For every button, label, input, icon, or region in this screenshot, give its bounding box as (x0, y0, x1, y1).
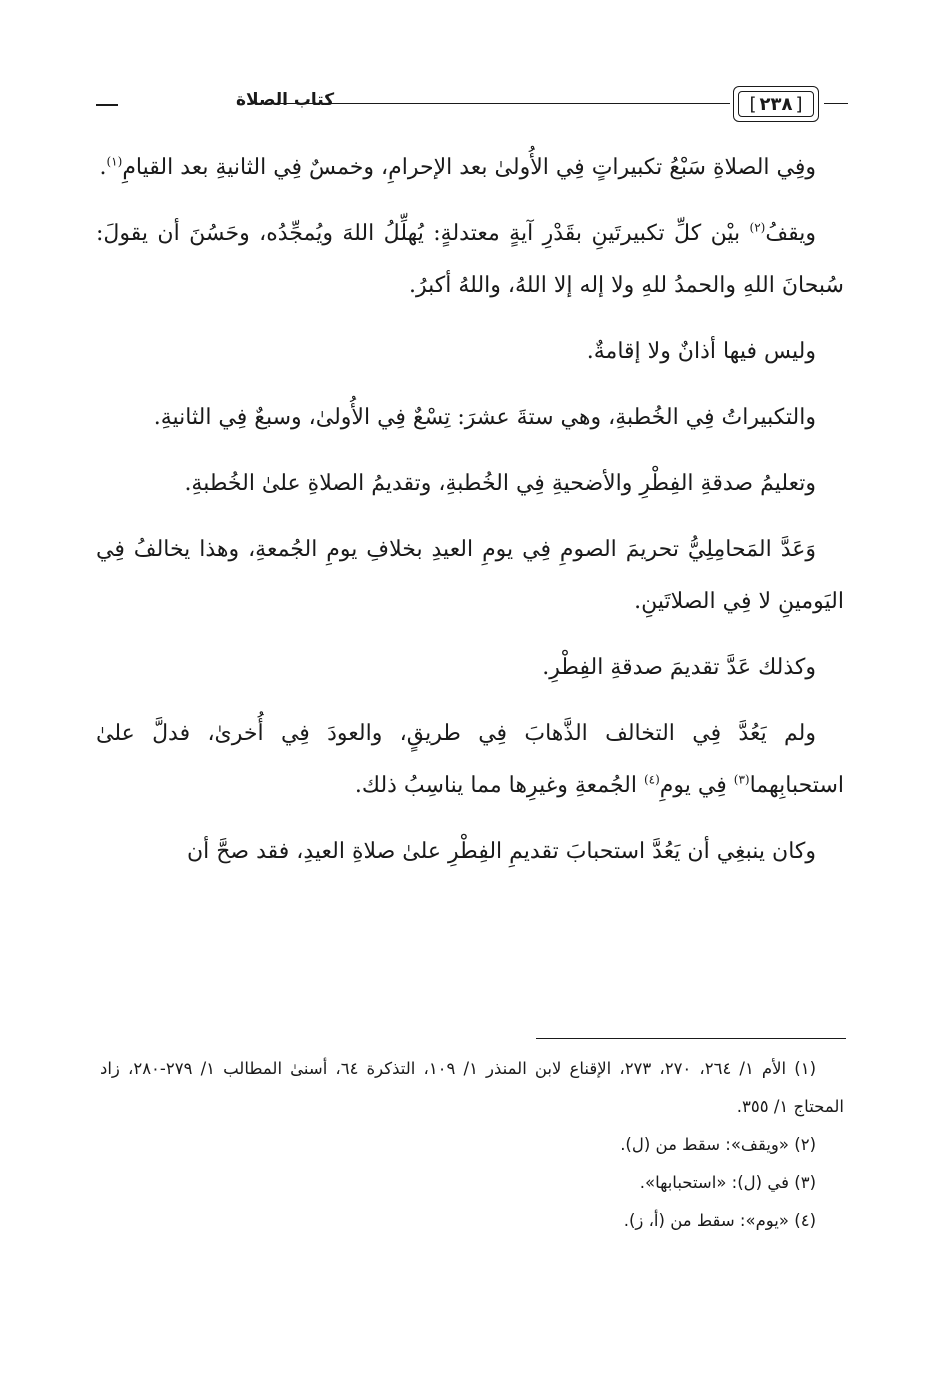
main-text (96, 142, 844, 892)
page-header (96, 80, 848, 130)
chapter-title: كتاب الصلاة (236, 90, 335, 110)
footnote: (١) الأم ١/ ٢٦٤، ٢٧٠، ٢٧٣، الإقناع لابن المنذر ١/ ١٠٩، التذكرة ٦٤، أسنىٰ المطالب ١/ ٢٧٩-٢٨٠، زاد المحتاج ١/ ٣٥٥. (100, 1059, 844, 1116)
footnote: (٣) في (ل): «استحبابها». (639, 1173, 816, 1192)
paragraph: وتعليمُ صدقةِ الفِطْرِ والأضحيةِ فِي الخُطبةِ، وتقديمُ الصلاةِ علىٰ الخُطبةِ. (184, 471, 816, 496)
footnote-ref[interactable]: (٤) (643, 772, 660, 787)
footnotes (100, 1050, 844, 1240)
page-number-frame: [ ٢٣٨ ] (733, 86, 819, 122)
footnote-ref[interactable]: (٢) (749, 220, 766, 235)
paragraph: وكان ينبغِي أن يَعُدَّ استحبابَ تقديمِ الفِطْرِ علىٰ صلاةِ العيدِ، فقد صحَّ أن (186, 839, 816, 864)
footnote-separator (536, 1038, 846, 1039)
paragraph: ولم يَعُدَّ فِي التخالف الذَّهابَ فِي طريقٍ، والعودَ فِي أُخرىٰ، فدلَّ علىٰ استحبابِهما$^{(٣)}$ فِي يومِ$^{(٤)}$ الجُمعةِ وغيرِها مما يناسِبُ ذلك. (96, 721, 844, 798)
header-rule-middle (260, 103, 730, 104)
page-number: ٢٣٨ (759, 93, 793, 115)
header-rule-left (96, 104, 118, 106)
paragraph: وكذلك عَدَّ تقديمَ صدقةِ الفِطْرِ. (542, 655, 816, 680)
paragraph: وليس فيها أذانٌ ولا إقامةٌ. (586, 339, 816, 364)
paragraph: وَعَدَّ المَحامِلِيُّ تحريمَ الصومِ فِي يومِ العيدِ بخلافِ يومِ الجُمعةِ، وهذا يخالفُ فِي اليَومينِ لا فِي الصلاتَينِ. (96, 537, 844, 614)
header-rule-right (824, 103, 848, 104)
paragraph: وفِي الصلاةِ سَبْعُ تكبيراتٍ فِي الأُولىٰ بعد الإحرامِ، وخمسٌ فِي الثانيةِ بعد القيامِ$^{(١)}$. (99, 154, 816, 180)
footnote: (٤) «يوم»: سقط من (أ، ز). (623, 1211, 816, 1230)
footnote-ref[interactable]: (٣) (733, 772, 750, 787)
paragraph: والتكبيراتُ فِي الخُطبةِ، وهي ستةَ عشرَ: تِسْعٌ فِي الأُولىٰ، وسبعٌ فِي الثانيةِ. (153, 405, 816, 430)
paragraph: ويقفُ$^{(٢)}$ بيْن كلِّ تكبيرتَينِ بقَدْرِ آيةٍ معتدلةٍ: يُهلِّلُ اللهَ ويُمجِّدُه، وحَسُنَ أن يقولَ: سُبحانَ اللهِ والحمدُ للهِ ولا إله إلا اللهُ، واللهُ أكبرُ. (96, 220, 844, 298)
footnote: (٢) «ويقف»: سقط من (ل). (620, 1135, 816, 1154)
footnote-ref[interactable]: (١) (106, 154, 123, 169)
